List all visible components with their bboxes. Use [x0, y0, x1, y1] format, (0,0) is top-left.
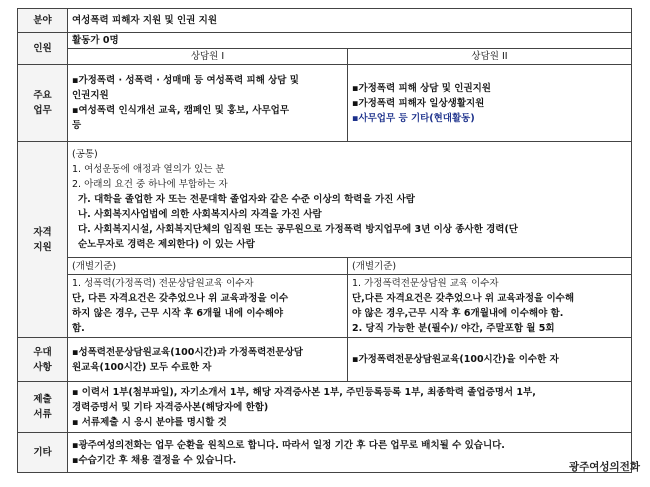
preference-line: ▪가정폭력전문상담원교육(100시간)을 이수한 자 — [352, 354, 559, 365]
qualification-line: 1. 여성운동에 애정과 열의가 있는 분 — [72, 164, 225, 175]
staff-value: 활동가 0명 — [68, 33, 632, 49]
qualification-line: 다. 사회복지시설, 사회복지단체의 임직원 또는 공무원으로 가정폭력 방지업무에 3년 이상 종사한 경력(단 — [78, 224, 518, 235]
other-line: ▪광주여성의전화는 업무 순환을 원칙으로 합니다. 따라서 일정 기간 후 다른 업무로 배치될 수 있습니다. — [72, 439, 505, 451]
qualification-line: 단, 다른 자격요건은 갖추었으나 위 교육과정을 이수 — [72, 293, 289, 304]
documents-line: ▪ 이력서 1부(첨부파일), 자기소개서 1부, 해당 자격증사본 1부, 주민등록등록 1부, 최종학력 졸업증명서 1부, — [72, 386, 536, 398]
documents-row — [18, 382, 632, 433]
qualification-label: 자격 지원 — [18, 142, 68, 338]
duties-label: 주요 업무 — [18, 65, 68, 142]
duty-line: ▪가정폭력 피해자 일상생활지원 — [352, 97, 485, 109]
qualification-line: 2. 당직 가능한 분(필수)/ 야간, 주말포함 월 5회 — [352, 323, 555, 334]
qualification-counselor-2 — [348, 258, 632, 338]
qualification-common — [68, 142, 632, 258]
qualification-line: 함. — [72, 323, 85, 334]
preference-label: 우대 사항 — [18, 338, 68, 382]
qualification-line: 가. 대학을 졸업한 자 또는 전문대학 졸업자와 같은 수준 이상의 학력을 가진 사람 — [78, 194, 415, 205]
duty-line: ▪가정폭력 피해 상담 및 인권지원 — [352, 82, 491, 94]
duty-line: 등 — [72, 120, 82, 131]
field-row — [18, 9, 632, 33]
documents-line: 경력증명서 및 기타 자격증사본(해당자에 한함) — [72, 401, 269, 413]
qualification-line: 2. 아래의 요건 중 하나에 부합하는 자 — [72, 179, 228, 190]
other-line: ▪수습기간 후 채용 결정을 수 있습니다. — [72, 454, 237, 466]
preference-counselor-1 — [68, 338, 348, 382]
preference-row — [18, 338, 632, 382]
individual-criteria-title: (개별기준) — [68, 259, 347, 275]
preference-counselor-2 — [348, 338, 632, 382]
duties-counselor-2 — [348, 65, 632, 142]
documents-content — [68, 382, 632, 433]
qualification-line: 순노무자로 경력은 제외한다) 이 있는 사람 — [78, 239, 255, 250]
documents-line: ▪ 서류제출 시 응시 분야를 명시할 것 — [72, 416, 227, 428]
staff-row — [18, 33, 632, 49]
column-header-counselor-1: 상담원 I — [68, 49, 348, 65]
qualification-counselor-1 — [68, 258, 348, 338]
documents-label: 제출 서류 — [18, 382, 68, 433]
duties-counselor-1 — [68, 65, 348, 142]
qualification-individual-row — [18, 258, 632, 338]
individual-criteria-title: (개별기준) — [348, 259, 631, 275]
column-header-counselor-2: 상담원 II — [348, 49, 632, 65]
qualification-common-row — [18, 142, 632, 258]
preference-line: ▪성폭력전문상담원교육(100시간)과 가정폭력전문상담 — [72, 346, 303, 358]
column-header-row — [18, 49, 632, 65]
qualification-line: 1. 성폭력(가정폭력) 전문상담원교육 이수자 — [72, 278, 254, 289]
qualification-line: 하지 않은 경우, 근무 시작 후 6개월 내에 이수해야 — [72, 308, 284, 319]
duties-row — [18, 65, 632, 142]
preference-line: 원교육(100시간) 모두 수료한 자 — [72, 361, 212, 373]
duty-line: ▪가정폭력 · 성폭력 · 성매매 등 여성폭력 피해 상담 및 — [72, 75, 299, 86]
other-content — [68, 433, 632, 473]
duty-line: ▪여성폭력 인식개선 교육, 캠페인 및 홍보, 사무업무 — [72, 105, 290, 116]
recruitment-table — [17, 8, 632, 473]
other-label: 기타 — [18, 433, 68, 473]
field-label: 분야 — [18, 9, 68, 33]
qualification-line: 단,다른 자격요건은 갖추었으나 위 교육과정을 이수해 — [352, 293, 575, 304]
watermark: 광주여성의전화 — [568, 461, 640, 473]
other-row — [18, 433, 632, 473]
qualification-line: 1. 가정폭력전문상담원 교육 이수자 — [352, 278, 499, 289]
qualification-line: 나. 사회복지사업법에 의한 사회복지사의 자격을 가진 사람 — [78, 209, 322, 220]
duty-line: 인권지원 — [72, 90, 109, 101]
field-value: 여성폭력 피해자 지원 및 인권 지원 — [68, 9, 632, 33]
qualification-line: 야 않은 경우,근무 시작 후 6개월내에 이수해야 함. — [352, 308, 564, 319]
staff-label: 인원 — [18, 33, 68, 65]
duty-line-highlight: ▪사무업무 등 기타(현대활동) — [352, 112, 475, 124]
qualification-line: (공통) — [72, 149, 98, 160]
